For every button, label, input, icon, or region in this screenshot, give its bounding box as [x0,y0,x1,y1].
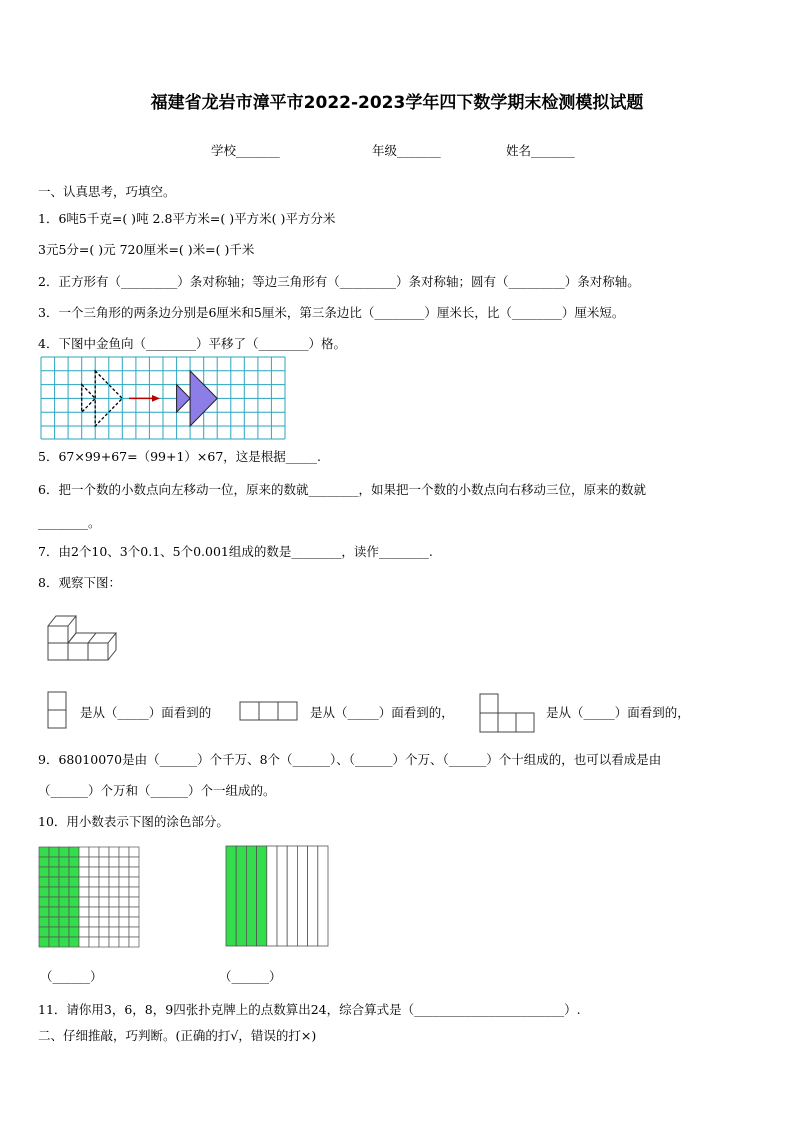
grid-cell [89,877,99,887]
grid-cell [59,897,69,907]
grid-cell [89,847,99,857]
name-field: 姓名_______ [506,143,575,158]
strip-cell [318,846,328,946]
section-2-heading: 二、仔细推敲，巧判断。(正确的打√，错误的打×) [38,1028,317,1043]
question-9-line-1: 9．68010070是由（______）个千万、8个（______）、（______）个万、（______）个十组成的，也可以看成是由 [38,752,662,767]
grid-cell [69,927,79,937]
grid-cell [69,887,79,897]
grid-cell [39,937,49,947]
grid-cell [89,937,99,947]
ten-strip-grid [225,845,331,949]
grid-cell [49,847,59,857]
page-title: 福建省龙岩市漳平市2022-2023学年四下数学期末检测模拟试题 [150,93,644,113]
strip-cell [277,846,287,946]
grid-cell [99,867,109,877]
grid-cell [69,907,79,917]
grid-cell [59,887,69,897]
grid-cell [119,867,129,877]
grid-cell [79,857,89,867]
question-8: 8．观察下图： [38,575,121,590]
grid-cell [59,877,69,887]
grid-cell [69,937,79,947]
grid-cell [119,937,129,947]
grid-cell [89,917,99,927]
strip-cell [236,846,246,946]
section-1-heading: 一、认真思考，巧填空。 [38,184,176,199]
grid-cell [109,927,119,937]
question-10: 10．用小数表示下图的涂色部分。 [38,814,229,829]
grid-cell [59,937,69,947]
grid-cell [129,857,139,867]
grid-cell [99,877,109,887]
view-1-caption: 是从（_____）面看到的 [80,705,212,720]
grid-cell [119,847,129,857]
question-1-line-1: 1．6吨5千克=( )吨 2.8平方米=( )平方米( )平方分米 [38,211,336,226]
question-6-line-1: 6．把一个数的小数点向左移动一位，原来的数就________，如果把一个数的小数点向右移动三位，原来的数就 [38,482,646,497]
translation-arrow [129,395,160,402]
grid-cell [79,937,89,947]
grid-cell [59,847,69,857]
grid-cell [39,877,49,887]
question-3: 3．一个三角形的两条边分别是6厘米和5厘米，第三条边比（________）厘米长，比（________）厘米短。 [38,305,625,320]
grid-cell [59,927,69,937]
grid-cell [89,867,99,877]
grid-cell [49,937,59,947]
grid-cell [79,917,89,927]
strip-cell [226,846,236,946]
grid-cell [89,927,99,937]
grid-cell [129,887,139,897]
strip-cell [287,846,297,946]
question-10-answer-1: （______） [40,969,103,984]
view-2-caption: 是从（_____）面看到的， [310,705,454,720]
grid-cell [99,847,109,857]
grid-cell [129,867,139,877]
grid-cell [39,897,49,907]
strip-cell [246,846,256,946]
view-left-figure [46,690,68,730]
grid-cell [129,927,139,937]
grid-cell [129,917,139,927]
grid-cell [119,917,129,927]
grid-cell [119,897,129,907]
grid-cell [39,857,49,867]
strip-cell [297,846,307,946]
fish-translation-grid [40,356,287,441]
grid-cell [109,847,119,857]
grid-cell [99,917,109,927]
grid-cell [49,867,59,877]
grid-cell [129,847,139,857]
grid-cell [99,887,109,897]
grid-cell [109,907,119,917]
grid-cell [109,857,119,867]
grid-cell [49,907,59,917]
grade-field: 年级_______ [372,143,441,158]
question-9-line-2: （______）个万和（______）个一组成的。 [38,783,276,798]
question-5: 5．67×99+67=（99+1）×67，这是根据_____. [38,449,322,464]
grid-cell [109,877,119,887]
grid-cell [109,937,119,947]
grid-cell [119,907,129,917]
question-6-line-2: ________。 [38,515,101,530]
grid-cell [49,897,59,907]
grid-cell [119,887,129,897]
strip-cell [308,846,318,946]
grid-cell [79,847,89,857]
cube-stack-figure [46,608,121,664]
question-1-line-2: 3元5分=( )元 720厘米=( )米=( )千米 [38,242,255,257]
grid-cell [79,867,89,877]
grid-cell [89,857,99,867]
question-2: 2．正方形有（_________）条对称轴；等边三角形有（_________）条对称轴；圆有（_________）条对称轴。 [38,274,640,289]
grid-cell [39,907,49,917]
grid-cell [129,937,139,947]
grid-cell [69,867,79,877]
grid-cell [129,877,139,887]
grid-cell [39,927,49,937]
grid-cell [109,897,119,907]
grid-cell [89,907,99,917]
grid-cell [69,897,79,907]
question-10-answer-2: （______） [219,969,282,984]
grid-cell [79,887,89,897]
grid-cell [59,907,69,917]
strip-cell [257,846,267,946]
view-3-caption: 是从（_____）面看到的， [546,705,690,720]
view-front-figure [478,692,538,734]
grid-cell [109,887,119,897]
grid-cell [99,937,109,947]
grid-cell [69,877,79,887]
grid-cell [49,927,59,937]
grid-cell [39,867,49,877]
grid-cell [119,857,129,867]
grid-cell [69,857,79,867]
grid-cell [49,917,59,927]
grid-cell [69,847,79,857]
grid-cell [79,927,89,937]
grid-cell [129,907,139,917]
grid-cell [59,857,69,867]
question-7: 7．由2个10、3个0.1、5个0.001组成的数是________，读作________. [38,544,433,559]
grid-cell [79,897,89,907]
grid-cell [99,927,109,937]
grid-cell [49,857,59,867]
grid-cell [89,887,99,897]
question-4: 4．下图中金鱼向（________）平移了（________）格。 [38,336,346,351]
grid-cell [49,877,59,887]
grid-cell [59,917,69,927]
grid-cell [109,917,119,927]
grid-cell [79,877,89,887]
fish-moved [177,371,218,426]
grid-cell [109,867,119,877]
grid-cell [99,897,109,907]
grid-cell [49,887,59,897]
grid-cell [39,917,49,927]
grid-cell [89,897,99,907]
view-top-figure [238,700,300,722]
question-11: 11．请你用3，6，8，9四张扑克牌上的点数算出24，综合算式是（________________________）. [38,1002,581,1017]
grid-cell [79,907,89,917]
grid-cell [69,917,79,927]
grid-cell [129,897,139,907]
school-field: 学校_______ [211,143,280,158]
grid-cell [99,907,109,917]
hundred-square-grid [38,846,140,948]
grid-cell [119,877,129,887]
grid-cell [39,847,49,857]
grid-cell [59,867,69,877]
grid-cell [119,927,129,937]
strip-cell [267,846,277,946]
grid-cell [99,857,109,867]
grid-cell [39,887,49,897]
